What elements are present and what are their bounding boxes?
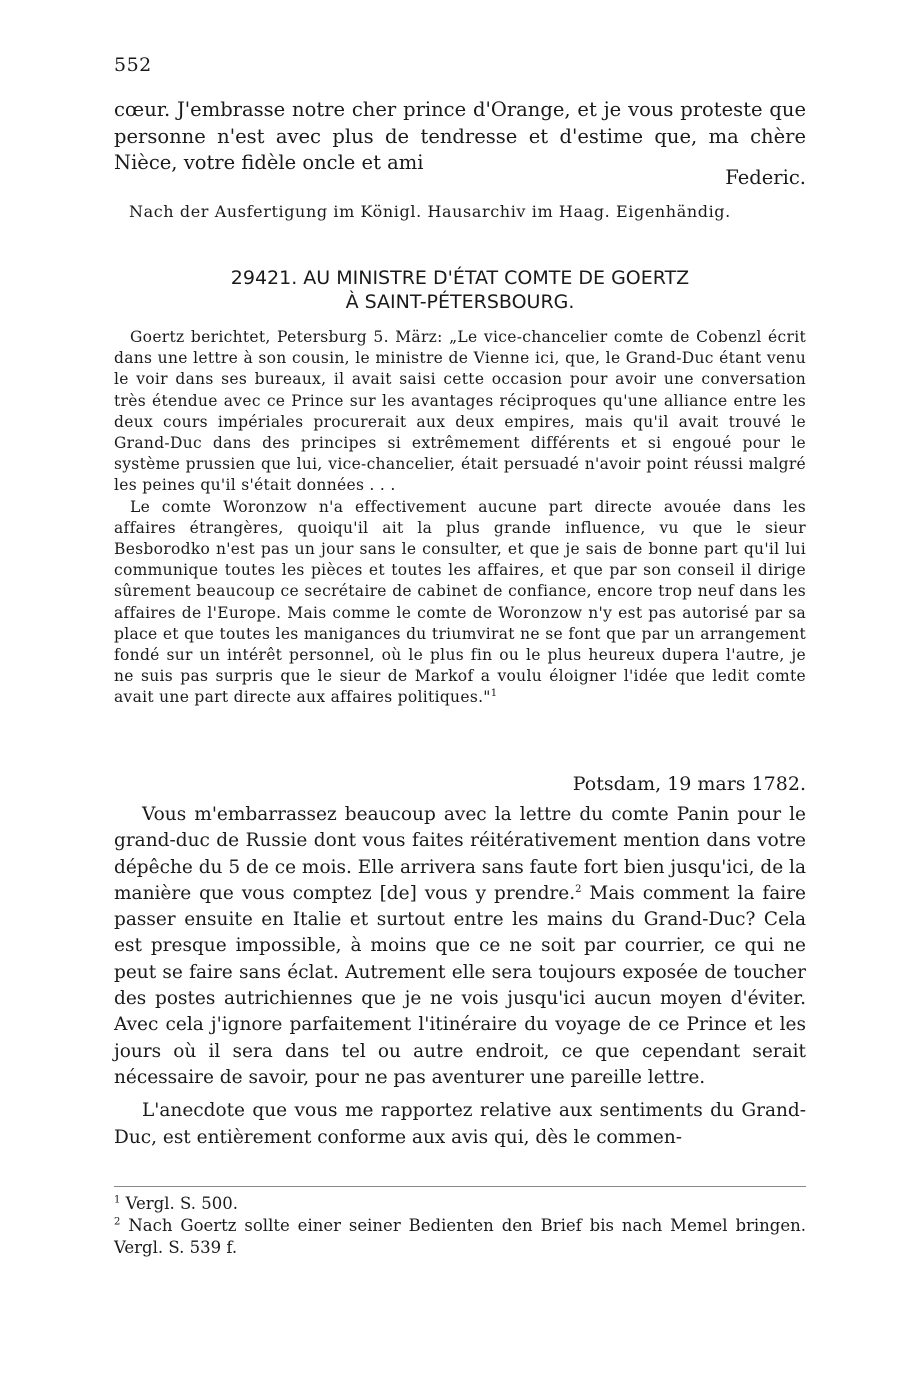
footnote-2-marker: 2 xyxy=(114,1216,121,1228)
summary-paragraph-1: Goertz berichtet, Petersburg 5. März: „Le vice-chancelier comte de Cobenzl écrit dans une lettre à son cousin, le ministre de Vienne ici, que, le Grand-Duc étant venu le voir dans ses bureaux, il avait saisi cette occasion pour avoir une conversation très étendue avec ce Prince sur les avantages réciproques qu'une alliance entre les deux cours impériales procurerait aux deux empires, mais qu'il avait trouvé le Grand-Duc dans des principes si extrêmement différents et si engoué pour le système prussien que lui, vice-chancelier, était persuadé n'avoir point réussi malgré les peines qu'il s'était données . . . xyxy=(114,328,806,495)
letter-body xyxy=(114,802,806,1158)
footnote-marker-1: 1 xyxy=(490,688,498,700)
footnote-2-text: Nach Goertz sollte einer seiner Bedienten den Brief bis nach Memel bringen. Vergl. S. 539 f. xyxy=(114,1216,806,1257)
report-summary xyxy=(114,327,806,709)
footnote-marker-2: 2 xyxy=(575,883,582,895)
footnotes xyxy=(114,1193,806,1259)
body-paragraph-2: L'anecdote que vous me rapportez relative aux sentiments du Grand-Duc, est entièrement conforme aux avis qui, dès le commen- xyxy=(114,1100,806,1148)
letter-closing-text: cœur. J'embrasse notre cher prince d'Orange, et je vous proteste que personne n'est avec plus de tendresse et d'estime que, ma chère Nièce, votre fidèle oncle et ami xyxy=(114,98,806,174)
footnote-divider xyxy=(114,1186,806,1187)
body-paragraph-1-text-b: Mais comment la faire passer ensuite en Italie et surtout entre les mains du Grand-Duc? Cela est presque impossible, à moins que ce ne soit par courrier, ce qui ne peut se faire sans éclat. Autrement elle sera toujours exposée de toucher des postes autrichiennes que je ne vois jusqu'ici aucun moyen d'éviter. Avec cela j'ignore parfaitement l'itinéraire du voyage de ce Prince et les jours où il sera dans tel ou autre endroit, ce que cependant serait nécessaire de savoir, pour ne pas aventurer une pareille lettre. xyxy=(114,882,806,1088)
body-paragraph-1 xyxy=(114,802,806,1091)
footnote-1 xyxy=(114,1193,806,1215)
footnote-1-text: Vergl. S. 500. xyxy=(125,1194,238,1213)
summary-paragraph-2 xyxy=(114,497,806,709)
footnote-2 xyxy=(114,1215,806,1259)
footnote-1-marker: 1 xyxy=(114,1194,121,1206)
letter-heading xyxy=(114,266,806,314)
heading-line-2: À SAINT-PÉTERSBOURG. xyxy=(345,291,575,313)
page-number: 552 xyxy=(114,54,152,76)
dateline: Potsdam, 19 mars 1782. xyxy=(572,773,806,795)
signature: Federic. xyxy=(725,166,806,189)
body-paragraph-1-text-a: Vous m'embarrassez beaucoup avec la lettre du comte Panin pour le grand-duc de Russie dont vous faites réitérativement mention dans votre dépêche du 5 de ce mois. Elle arrivera sans faute fort bien jusqu'ici, de la manière que vous comptez [de] vous y prendre. xyxy=(114,804,806,904)
source-note: Nach der Ausfertigung im Königl. Hausarchiv im Haag. Eigenhändig. xyxy=(129,202,731,221)
summary-paragraph-2-text: Le comte Woronzow n'a effectivement aucune part directe avouée dans les affaires étrangères, quoiqu'il ait la plus grande influence, vu que le sieur Besborodko n'est pas un jour sans le consulter, et que je sais de bonne part qu'il lui communique toutes les pièces et toutes les affaires, et que par son conseil il dirige sûrement beaucoup ce secrétaire de cabinet de confiance, encore trop neuf dans les affaires de l'Europe. Mais comme le comte de Woronzow n'y est pas autorisé par sa place et que toutes les manigances du triumvirat ne se font que par un arrangement fondé sur un intérêt personnel, où le plus fin ou le plus heureux dupera l'autre, je ne suis pas surpris que le sieur de Markof a voulu éloigner l'idée que ledit comte avait une part directe aux affaires politiques." xyxy=(114,497,806,707)
heading-line-1: 29421. AU MINISTRE D'ÉTAT COMTE DE GOERTZ xyxy=(230,267,690,289)
